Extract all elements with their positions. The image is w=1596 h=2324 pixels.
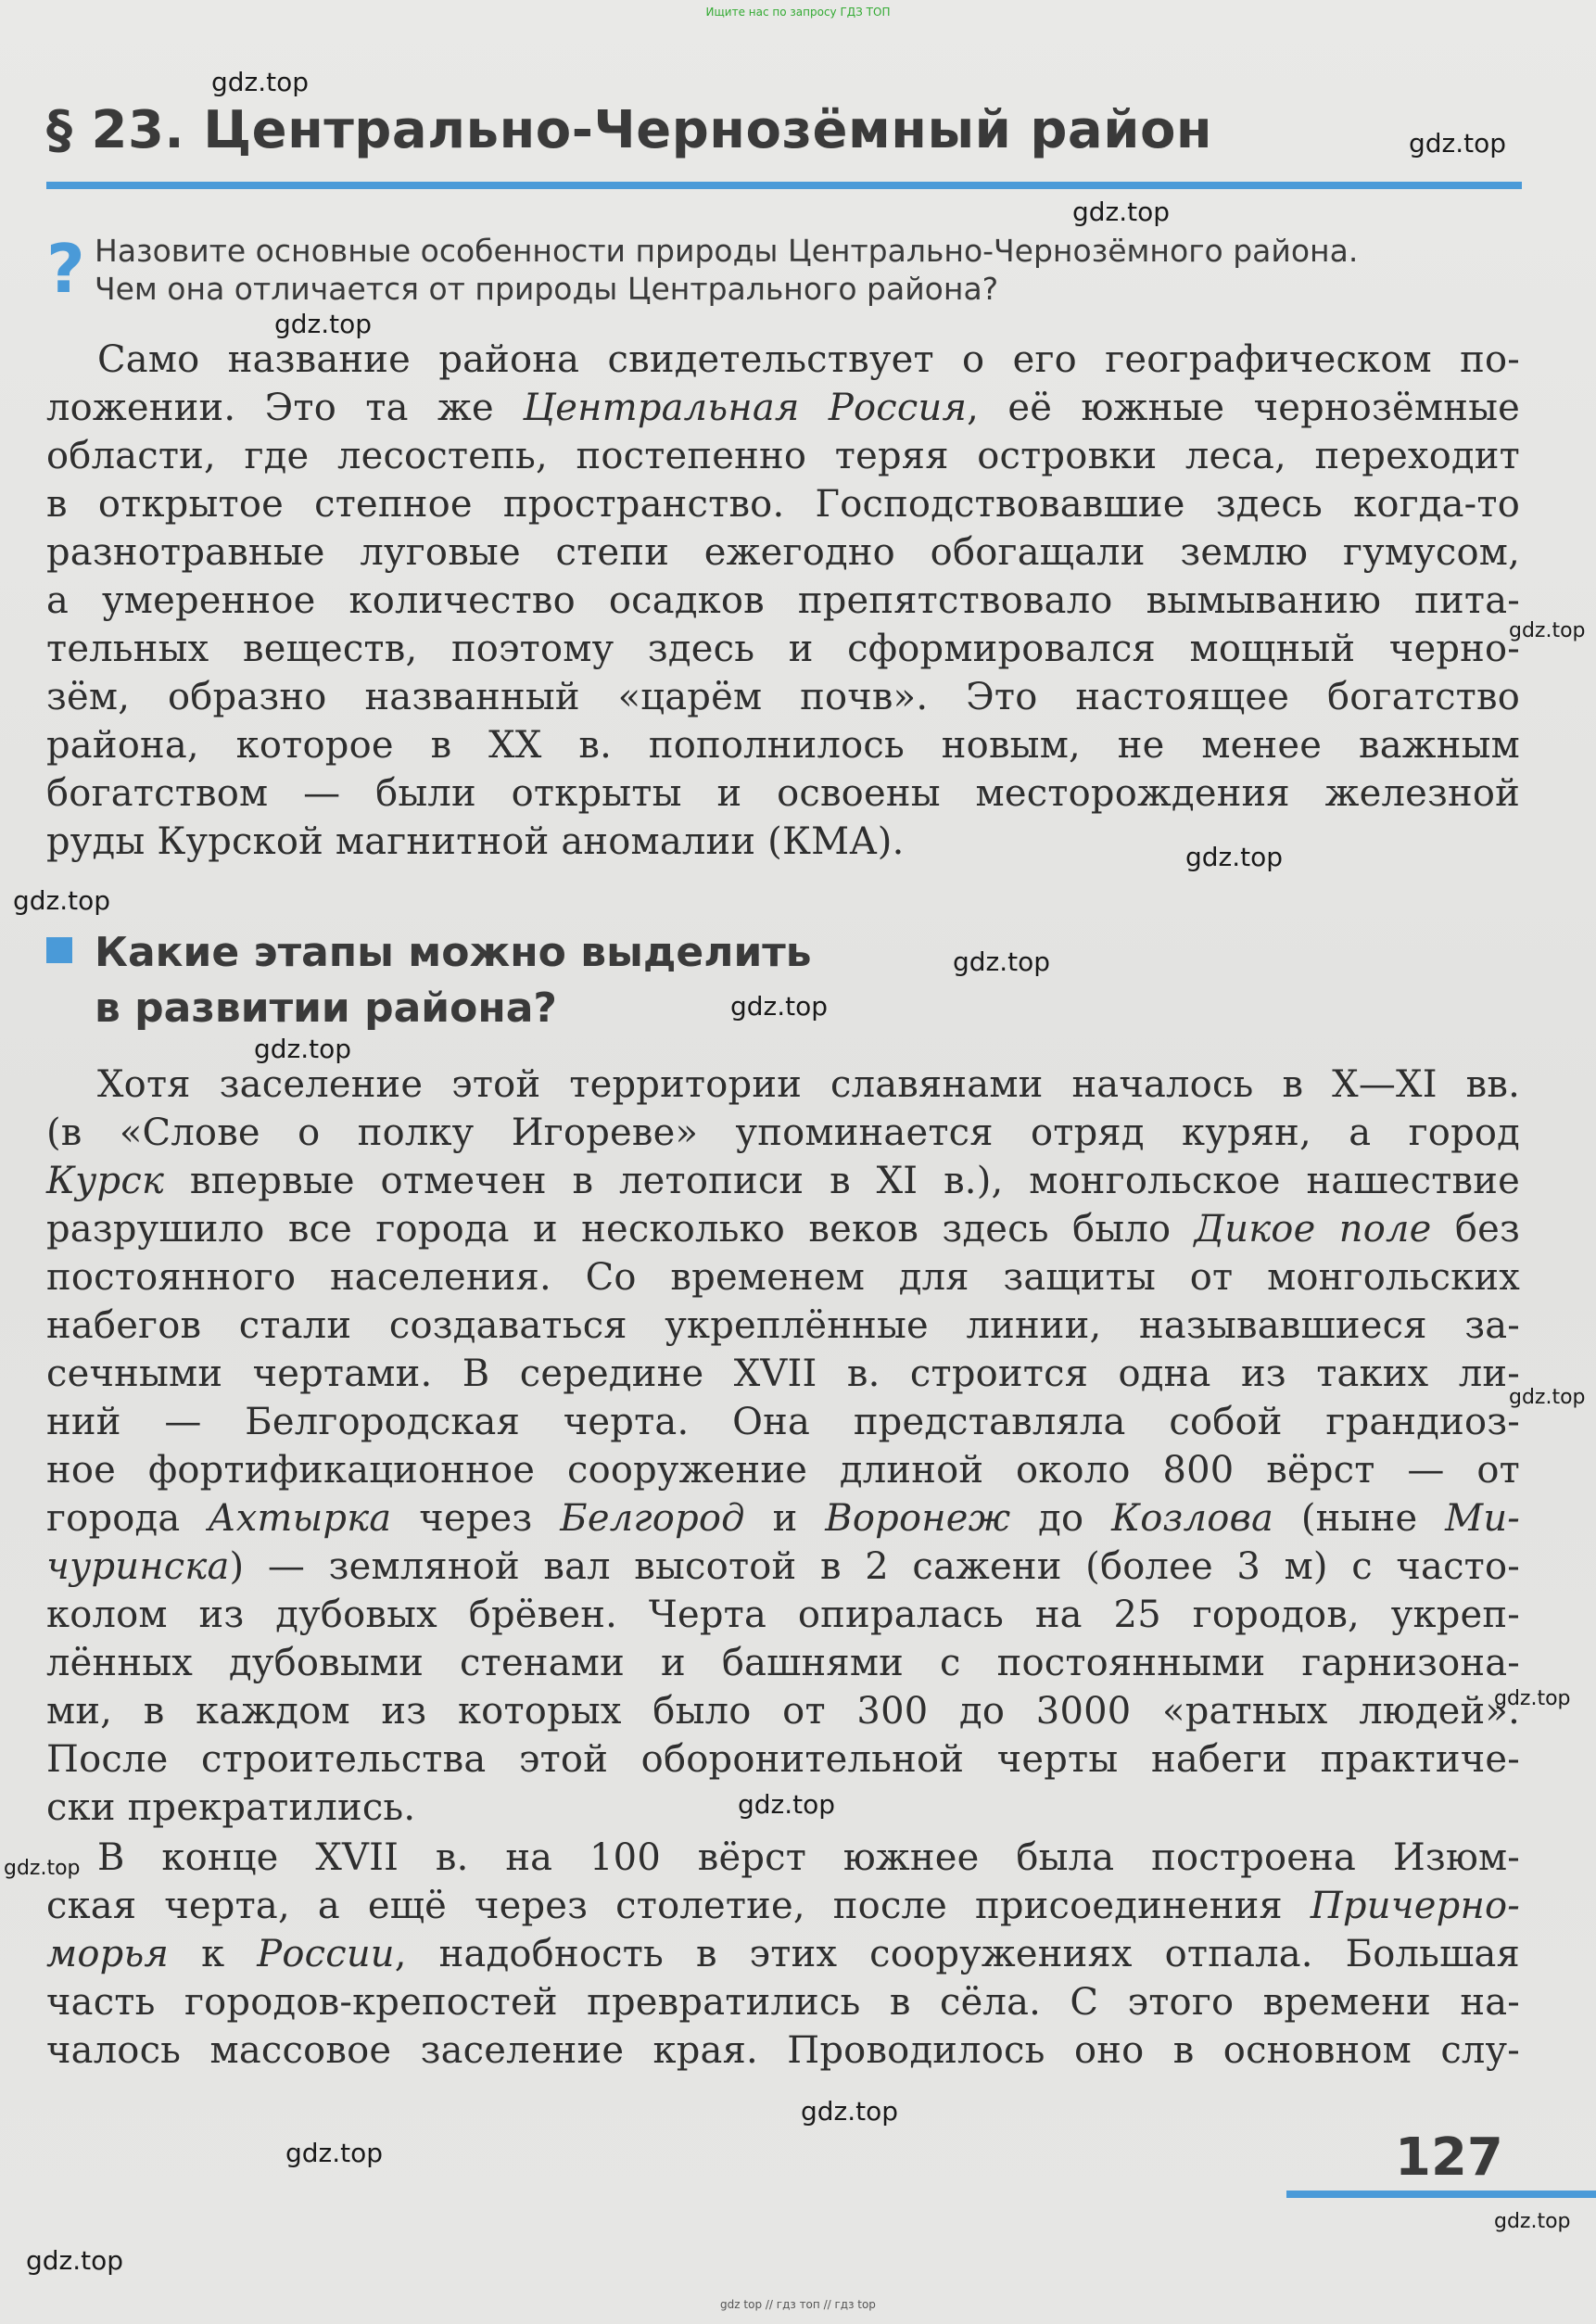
text-line: в открытое степное пространство. Господствовавшие здесь когда-то [46,483,1520,526]
text-line: После строительства этой оборонительной черты набеги практиче- [46,1738,1520,1781]
watermark: gdz.top [1494,1687,1571,1710]
watermark: gdz.top [1185,842,1284,872]
title-underline [46,182,1522,189]
watermark: gdz.top [1509,1386,1586,1409]
text-line: района, которое в XX в. пополнилось новым, не менее важным [46,724,1520,767]
text-line: чуринска) — земляной вал высотой в 2 сажени (более 3 м) с часто- [46,1545,1520,1588]
text-line: ская черта, а ещё через столетие, после присоединения Причерно- [46,1885,1520,1927]
watermark: gdz.top [801,2096,899,2127]
text-line: постоянного населения. Со временем для защиты от монгольских [46,1256,1520,1299]
text-line: зём, образно названный «царём почв». Это настоящее богатство [46,676,1520,718]
question-line: Назовите основные особенности природы Центрально-Чернозёмного района. [95,233,1359,269]
text-line: города Ахтырка через Белгород и Воронеж до Козлова (ныне Ми- [46,1497,1520,1540]
watermark: gdz.top [1494,2210,1571,2233]
watermark: gdz.top [4,1857,81,1880]
page-title: § 23. Центрально-Чернозёмный район [46,100,1213,160]
paragraph-settlement [46,1834,1520,2075]
watermark: gdz.top [730,991,829,1022]
text-line: разрушило все города и несколько веков здесь было Дикое поле без [46,1208,1520,1251]
text-line: ми, в каждом из которых было от 300 до 3000 «ратных людей». [46,1690,1520,1733]
text-line: (в «Слове о полку Игореве» упоминается отряд курян, а город [46,1111,1520,1154]
text-line: Курск впервые отмечен в летописи в XI в.), монгольское нашествие [46,1160,1520,1202]
paragraph-intro [46,336,1520,866]
watermark: gdz.top [1409,128,1507,159]
watermark: gdz.top [1509,619,1586,642]
watermark: gdz.top [26,2245,124,2276]
question-mark-icon: ? [46,230,85,308]
watermark: gdz.top [254,1034,352,1064]
text-line: а умеренное количество осадков препятствовало вымыванию пита- [46,579,1520,622]
text-line: набегов стали создаваться укреплённые линии, называвшиеся за- [46,1304,1520,1347]
page-number-rule [1286,2191,1596,2198]
question-line: Чем она отличается от природы Центрального района? [95,271,999,307]
paragraph-history [46,1060,1520,1832]
watermark: gdz.top [285,2138,384,2168]
bottom-note: gdz top // гдз топ // гдз top [720,2298,876,2311]
text-line: Само название района свидетельствует о его географическом по- [97,338,1520,381]
text-line: богатством — были открыты и освоены месторождения железной [46,772,1520,815]
text-line: руды Курской магнитной аномалии (КМА). [46,820,905,863]
place-name: Центральная Россия [523,387,968,429]
text-line: колом из дубовых брёвен. Черта опиралась на 25 городов, укреп- [46,1594,1520,1636]
text-line: часть городов-крепостей превратились в сёла. С этого времени на- [46,1981,1520,2024]
text-line: области, где лесостепь, постепенно теряя островки леса, переходит [46,435,1520,477]
watermark: gdz.top [211,67,310,97]
top-search-note: Ищите нас по запросу ГДЗ ТОП [705,6,891,19]
text-line: тельных веществ, поэтому здесь и сформировался мощный черно- [46,628,1520,670]
text-line: Хотя заселение этой территории славянами началось в X—XI вв. [97,1063,1520,1106]
text-line: разнотравные луговые степи ежегодно обогащали землю гумусом, [46,531,1520,574]
text-line: ски прекратились. [46,1786,416,1829]
watermark: gdz.top [13,885,111,916]
watermark: gdz.top [1072,197,1171,227]
text-line: В конце XVII в. на 100 вёрст южнее была построена Изюм- [97,1836,1520,1879]
text-line: лённых дубовыми стенами и башнями с постоянными гарнизона- [46,1642,1520,1684]
watermark: gdz.top [738,1789,836,1820]
text-line: ний — Белгородская черта. Она представляла собой грандиоз- [46,1401,1520,1443]
watermark: gdz.top [274,309,373,339]
text-line: сечными чертами. В середине XVII в. строится одна из таких ли- [46,1352,1520,1395]
page-number: 127 [1395,2127,1503,2188]
section-heading: Какие этапы можно выделить в развитии района? [95,929,812,1032]
text-line: ложении. Это та же Центральная Россия, её южные чернозёмные [46,387,1520,429]
section-marker-icon [46,937,72,963]
text-line: морья к России, надобность в этих сооружениях отпала. Большая [46,1933,1520,1975]
text-line: чалось массовое заселение края. Проводилось оно в основном слу- [46,2029,1520,2072]
review-question [95,232,1540,308]
text-line: ное фортификационное сооружение длиной около 800 вёрст — от [46,1449,1520,1492]
watermark: gdz.top [953,946,1051,977]
